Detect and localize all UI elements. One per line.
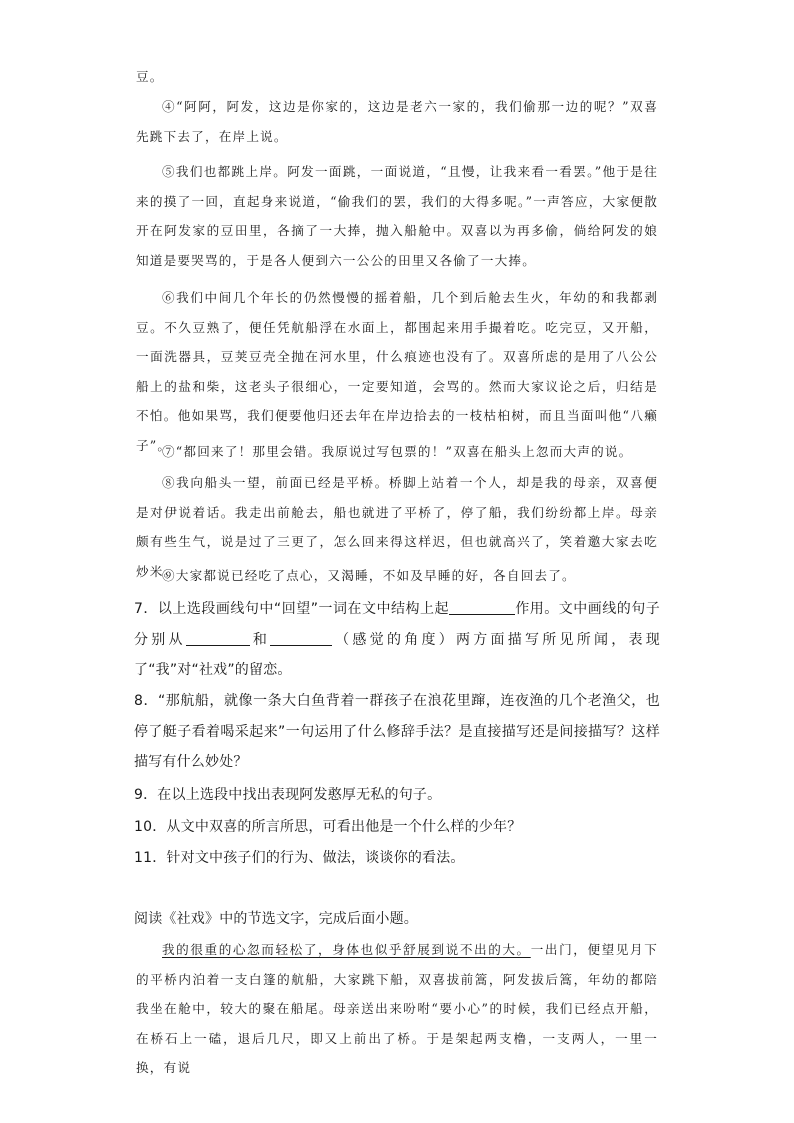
question-7-text-b: 作用。文中画线的句子分别从: [134, 601, 661, 648]
question-7: [134, 594, 660, 686]
answer-blank-2[interactable]: [186, 631, 250, 646]
question-7-text-d: （感觉的角度）两方面描写所见所闻，表现了“我”对“社戏”的留恋。: [134, 631, 660, 678]
reading-instruction: 阅读《社戏》中的节选文字，完成后面小题。: [134, 911, 418, 927]
paragraph-5: ⑤我们也都跳上岸。阿发一面跳，一面说道，“且慢，让我来看一看罢。”他于是往来的摸了一回，直起身来说道，“偷我们的罢，我们的大得多呢。”一声答应，大家便散开在阿发家的豆田里，各摘了一大捧，抛入船舱中。双喜以为再多偷，倘给阿发的娘知道是要哭骂的，于是各人便到六一公公的田里又各偷了一大捧。: [136, 164, 658, 268]
underlined-sentence: 我的很重的心忽而轻松了，身体也似乎舒展到说不出的大。: [162, 942, 531, 957]
paragraph-8: ⑧我向船头一望，前面已经是平桥。桥脚上站着一个人，却是我的母亲，双喜便是对伊说着话。我走出前舱去，船也就进了平桥了，停了船，我们纷纷都上岸。母亲颇有些生气，说是过了三更了，怎么回来得这样迟，但也就高兴了，笑着邀大家去吃炒米。: [136, 475, 658, 579]
question-10: 10．从文中双喜的所言所思，可看出他是一个什么样的少年？: [134, 819, 522, 835]
paragraph-9: ⑨大家都说已经吃了点心，又渴睡，不如及早睡的好，各自回去了。: [162, 568, 576, 583]
paragraph-7: ⑦“都回来了！那里会错。我原说过写包票的！”双喜在船头上忽而大声的说。: [162, 444, 633, 459]
answer-blank-1[interactable]: [449, 600, 515, 615]
question-9: 9．在以上选段中找出表现阿发憨厚无私的句子。: [134, 787, 442, 803]
question-8: 8．“那航船，就像一条大白鱼背着一群孩子在浪花里蹿，连夜渔的几个老渔父，也停了艇子看着喝采起来”一句运用了什么修辞手法？是直接描写还是间接描写？这样描写有什么妙处？: [134, 693, 660, 770]
answer-blank-3[interactable]: [270, 631, 332, 646]
question-11: 11．针对文中孩子们的行为、做法，谈谈你的看法。: [134, 850, 465, 866]
paragraph-4: ④“阿阿，阿发，这边是你家的，这边是老六一家的，我们偷那一边的呢？”双喜先跳下去了，在岸上说。: [136, 99, 658, 144]
section2-paragraph-1: [136, 935, 658, 1083]
question-7-text-a: 7．以上选段画线句中“回望”一词在文中结构上起: [134, 601, 449, 617]
section2-paragraph-text: 一出门，便望见月下的平桥内泊着一支白篷的航船，大家跳下船，双喜拔前篙，阿发拔后篙，年幼的都陪我坐在舱中，较大的聚在船尾。母亲送出来吩咐“要小心”的时候，我们已经点开船，在桥石上一磕，退后几尺，即又上前出了桥。于是架起两支橹，一支两人，一里一换，有说: [136, 942, 658, 1075]
question-7-text-c: 和: [249, 631, 271, 648]
passage-fragment: 豆。: [136, 69, 164, 84]
paragraph-6: ⑥我们中间几个年长的仍然慢慢的摇着船，几个到后舱去生火，年幼的和我都剥豆。不久豆熟了，便任凭航船浮在水面上，都围起来用手撮着吃。吃完豆，又开船，一面洗器具，豆荚豆壳全抛在河水里，什么痕迹也没有了。双喜所虑的是用了八公公船上的盐和柴，这老头子很细心，一定要知道，会骂的。然而大家议论之后，归结是不怕。他如果骂，我们便要他归还去年在岸边拾去的一枝枯桕树，而且当面叫他“八癞子”。: [136, 290, 658, 453]
